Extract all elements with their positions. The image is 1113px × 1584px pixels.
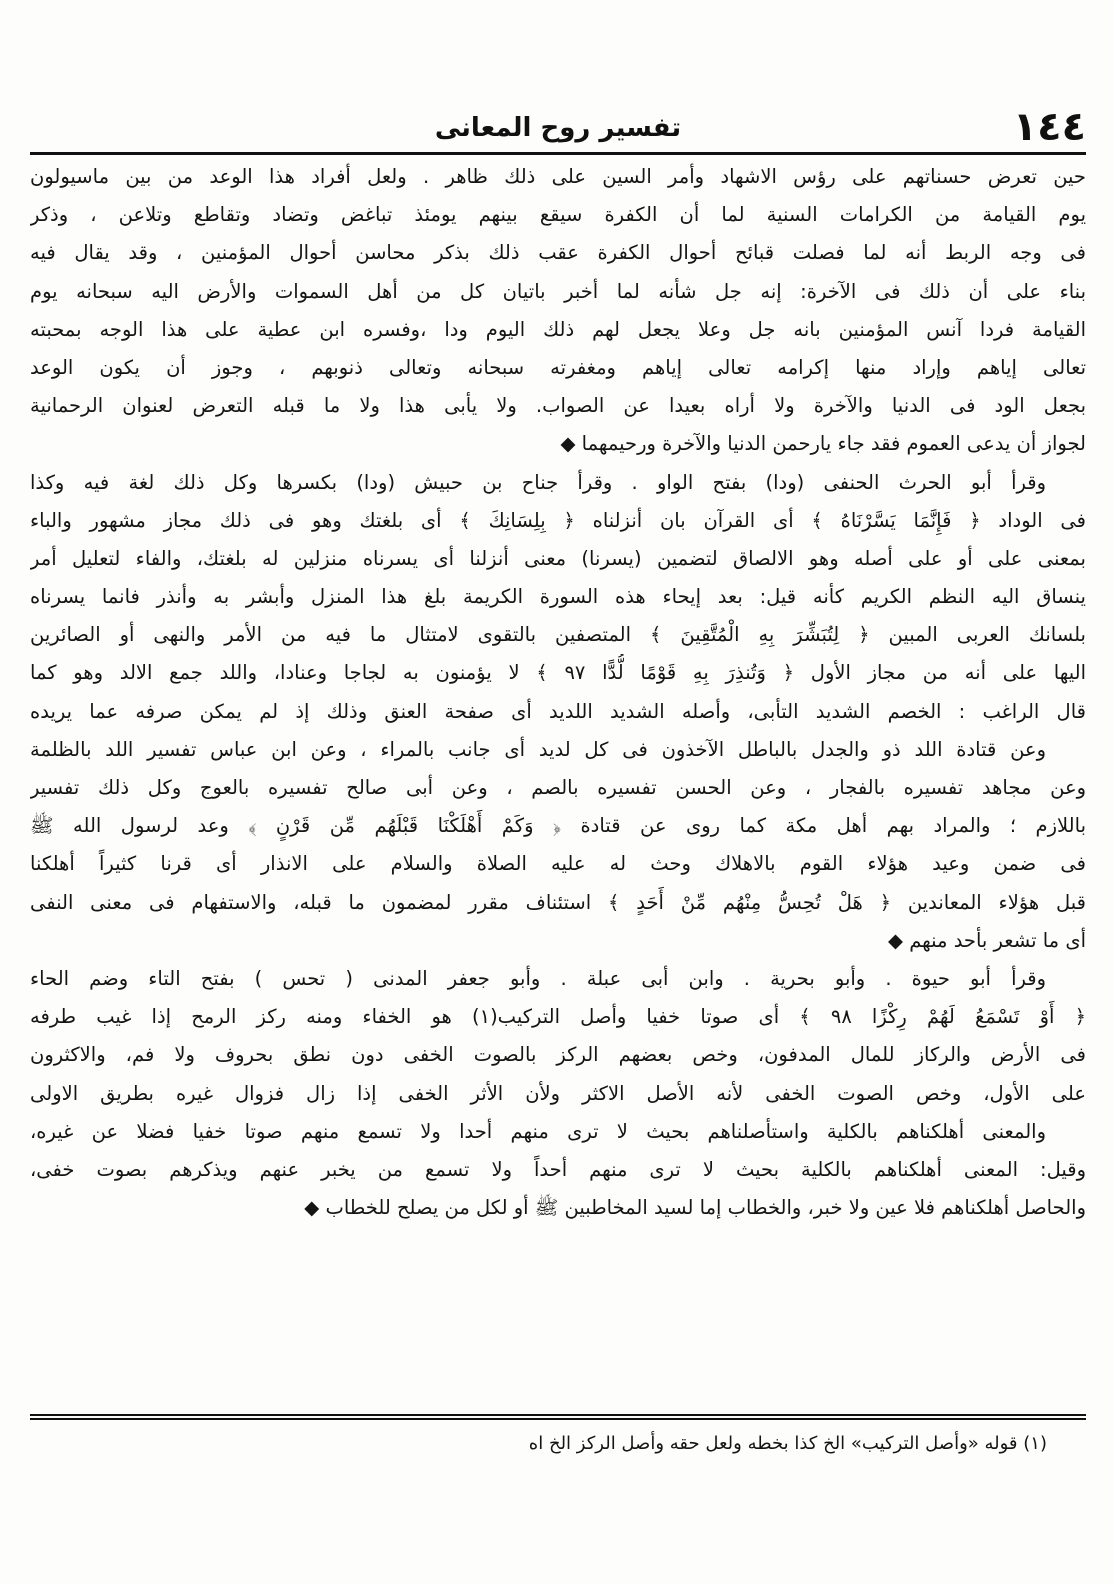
page-header — [30, 104, 1086, 154]
text-line: لجواز أن يدعى العموم فقد جاء يارحمن الدنيا والآخرة ورحيمهما ◆ — [560, 432, 1086, 456]
text-line: بجعل الود فى الدنيا والآخرة ولا أراه بعيدا عن الصواب. ولا يأبى هذا ولا ما قبله التعرض لعنوان الرحمانية — [30, 394, 1086, 418]
text-line: ﴿ أَوْ تَسْمَعُ لَهُمْ رِكْزًا ٩٨ ﴾ أى صوتا خفيا وأصل التركيب(١) هو الخفاء ومنه ركز الرمح إذا غيب طرفه — [30, 1005, 1086, 1029]
footnote-rule — [30, 1414, 1086, 1420]
text-line: قال الراغب : الخصم الشديد التأبى، وأصله الشديد اللديد أى صفحة العنق وذلك إذ لم يمكن صرفه عما يريده — [30, 699, 1086, 723]
text-line: وقيل: المعنى أهلكناهم بالكلية بحيث لا ترى منهم أحداً ولا تسمع من يخبر عنهم ويذكرهم بصوت خفى، — [30, 1157, 1086, 1181]
text-line: اليها على أنه من مجاز الأول ﴿ وَتُنذِرَ بِهِ قَوْمًا لُّدًّا ٩٧ ﴾ لا يؤمنون به لجاجا وعنادا، واللد جمع الالد وهو كما — [30, 661, 1086, 685]
text-line: باللازم ؛ والمراد بهم أهل مكة كما روى عن قتادة ﴿ وَكَمْ أَهْلَكْنَا قَبْلَهُم مِّن قَرْنٍ ﴾ وعد لرسول الله ﷺ — [30, 814, 1086, 838]
text-line: قبل هؤلاء المعاندين ﴿ هَلْ تُحِسُّ مِنْهُم مِّنْ أَحَدٍ ﴾ استئناف مقرر لمضمون ما قبله، والاستفهام فى معنى النفى — [30, 890, 1086, 914]
text-line: بناء على أن ذلك فى الآخرة: إنه جل شأنه لما أخبر باتيان كل من أهل السموات والأرض اليه سبحانه يوم — [30, 279, 1086, 303]
text-line: فى وجه الربط أنه لما فصلت قبائح أحوال الكفرة عقب ذلك بذكر محاسن أحوال المؤمنين ، وقد يقال فيه — [30, 241, 1086, 265]
text-line: فى الأرض والركاز للمال المدفون، وخص بعضهم الركز بالصوت الخفى دون نطق بحروف ولا فم، والاكثرون — [30, 1043, 1086, 1067]
text-line: حين تعرض حسناتهم على رؤس الاشهاد وأمر السين على ذلك ظاهر . ولعل أفراد هذا الوعد من بين ماسيولون — [30, 165, 1086, 188]
text-line: بمعنى على أو على أصله وهو الالصاق لتضمين (يسرنا) معنى أنزلنا أى يسرناه منزلين له بلغتك، والفاء لتعليل أمر — [30, 546, 1086, 570]
footnote: (١) قوله «وأصل التركيب» الخ كذا بخطه ولعل حقه وأصل الركز الخ اه — [528, 1433, 1047, 1454]
text-line: فى ضمن وعيد هؤلاء القوم بالاهلاك وحث له عليه الصلاة والسلام على الانذار أى قرنا كثيراً أهلكنا — [30, 852, 1086, 876]
text-line: يوم القيامة من الكرامات السنية لما أن الكفرة سيقع بينهم يومئذ تباغض وتضاد وتقاطع وتلاعن ، وذكر — [30, 203, 1086, 227]
header-rule — [30, 152, 1086, 155]
text-line: أى ما تشعر بأحد منهم ◆ — [888, 928, 1086, 952]
text-line: تعالى إياهم وإراد منها إكرامه تعالى إياهم ومغفرته سبحانه وتعالى ذنوبهم ، وجوز أن يكون الوعد — [30, 355, 1086, 379]
text-line: وعن قتادة اللد ذو والجدل بالباطل الآخذون فى كل لديد أى جانب بالمراء ، وعن ابن عباس تفسير اللد بالظلمة — [30, 737, 1046, 761]
running-title: تفسير روح المعانى — [434, 113, 682, 143]
text-line: ينساق اليه النظم الكريم كأنه قيل: بعد إيحاء هذه السورة الكريمة بلغ هذا المنزل وأبشر به وأنذر فانما يسرناه — [30, 585, 1086, 609]
text-line: بلسانك العربى المبين ﴿ لِتُبَشِّرَ بِهِ الْمُتَّقِينَ ﴾ المتصفين بالتقوى لامتثال ما فيه من الأمر والنهى أو الصائرين — [30, 623, 1086, 647]
text-line: وقرأ أبو حيوة . وأبو بحرية . وابن أبى عبلة . وأبو جعفر المدنى ( تحس ) بفتح التاء وضم الحاء — [30, 966, 1046, 990]
text-line: فى الوداد ﴿ فَإِنَّمَا يَسَّرْنَاهُ ﴾ أى القرآن بان أنزلناه ﴿ بِلِسَانِكَ ﴾ أى بلغتك وهو فى ذلك مجاز مشهور والباء — [30, 508, 1086, 532]
text-line: على الأول، وخص الصوت الخفى لأنه الأصل الاكثر ولأن الأثر الخفى إذا زال فزوال غيره بطريق الاولى — [30, 1081, 1086, 1105]
text-line: وقرأ أبو الحرث الحنفى (ودا) بفتح الواو . وقرأ جناح بن حبيش (ودا) بكسرها وكل ذلك لغة فيه وكذا — [30, 470, 1046, 494]
text-line: والحاصل أهلكناهم فلا عين ولا خبر، والخطاب إما لسيد المخاطبين ﷺ أو لكل من يصلح للخطاب ◆ — [304, 1196, 1086, 1220]
commentary-text — [30, 158, 1086, 1398]
text-line: القيامة فردا آنس المؤمنين بانه جل وعلا يجعل لهم ذلك اليوم ودا ،وفسره ابن عطية على هذا الوجه بمحبته — [30, 317, 1086, 341]
text-line: وعن مجاهد تفسيره بالفجار ، وعن الحسن تفسيره بالصم ، وعن أبى صالح تفسيره بالعوج وكل ذلك تفسير — [30, 776, 1086, 799]
text-line: والمعنى أهلكناهم بالكلية واستأصلناهم بحيث لا ترى منهم أحدا ولا تسمع منهم صوتا خفيا فضلا عن غيره، — [30, 1119, 1046, 1143]
page-number: ١٤٤ — [1012, 104, 1086, 150]
